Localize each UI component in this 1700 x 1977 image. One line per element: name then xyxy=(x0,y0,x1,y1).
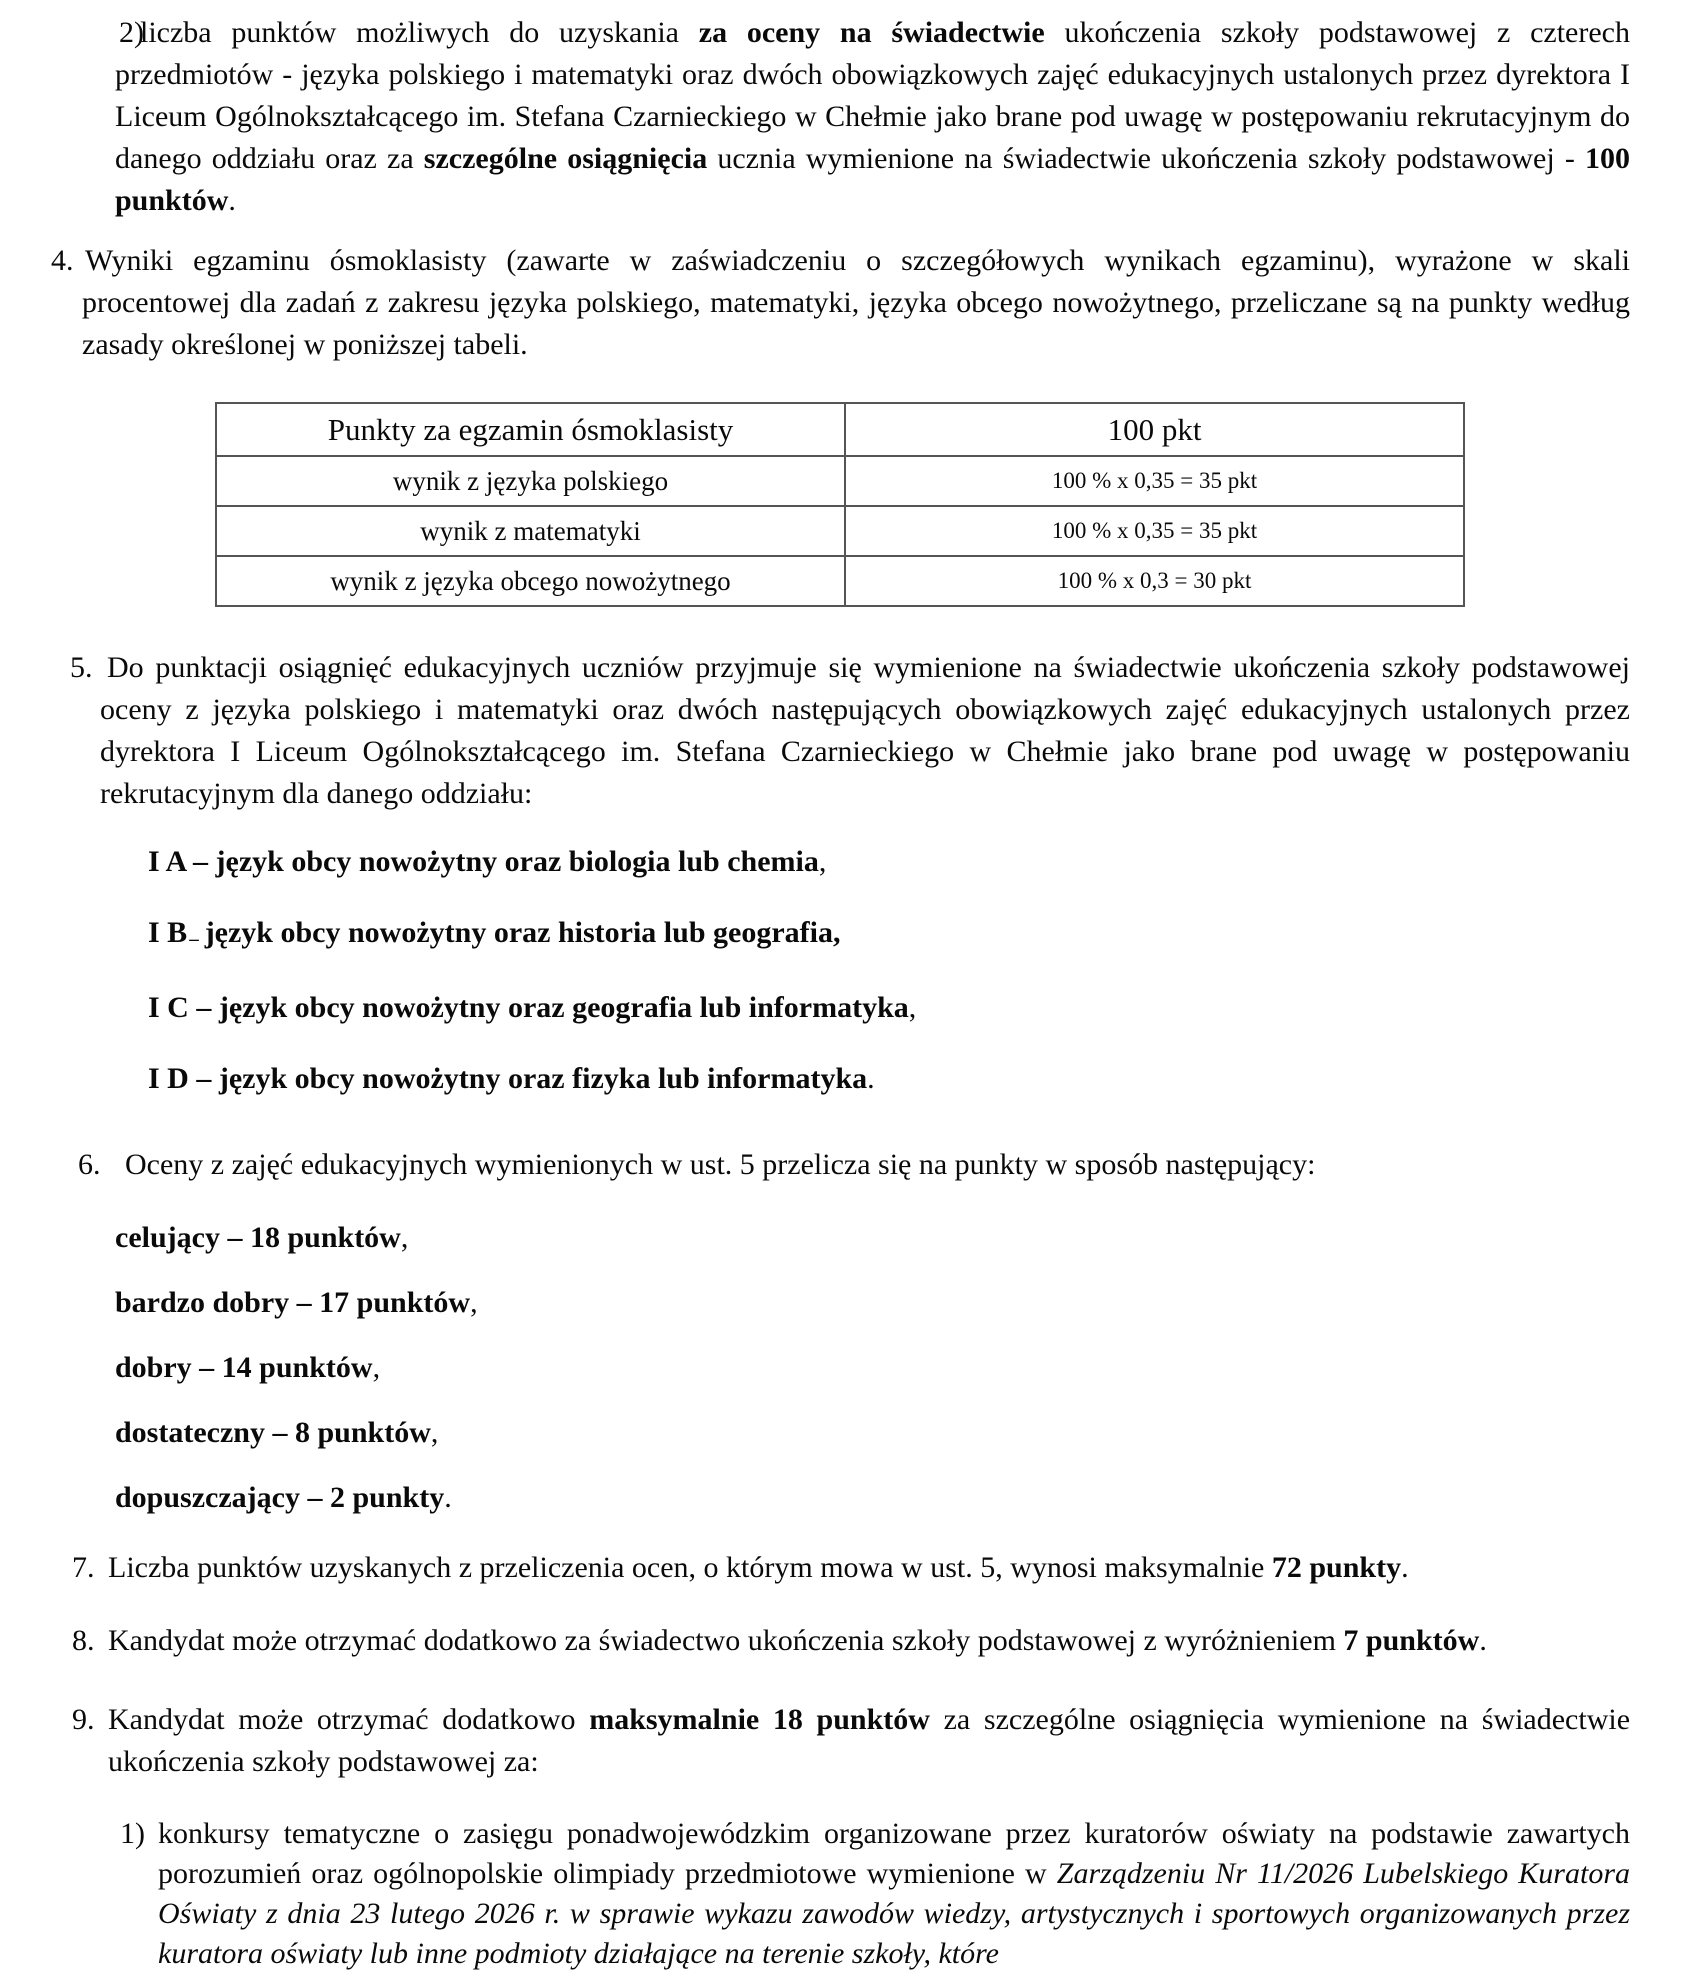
table-cell-value: 100 % x 0,35 = 35 pkt xyxy=(845,456,1464,506)
text-segment: Wyniki egzaminu ósmoklasisty (zawarte w zaświadczeniu o szczegółowych wynikach egzaminu), wyrażone w skali procentowej dla zadań z zakresu języka polskiego, matematyki, języka obcego nowożytnego, przeliczane są na punkty według zasady określonej w poniższej tabeli. xyxy=(82,244,1630,361)
text-segment: , xyxy=(908,991,917,1024)
grade-line xyxy=(115,1217,1700,1259)
bold-segment: za oceny na świadectwie xyxy=(698,16,1045,49)
class-profile-ic xyxy=(148,987,1700,1029)
grade-line xyxy=(115,1282,1700,1324)
text-segment: ucznia wymienione na świadectwie ukończenia szkoły podstawowej - xyxy=(707,142,1585,175)
grade-line xyxy=(115,1347,1700,1389)
points-table xyxy=(215,402,1465,607)
list-item-7 xyxy=(72,1547,1630,1589)
table-row xyxy=(216,456,1464,506)
class-profile-ib xyxy=(148,912,1700,958)
text-segment: , xyxy=(818,845,827,878)
list-item-8 xyxy=(72,1620,1630,1662)
bold-segment: dobry – 14 punktów xyxy=(115,1351,373,1384)
bold-segment: szczególne osiągnięcia xyxy=(423,142,708,175)
lowered-dash: – xyxy=(189,929,199,950)
list-item-5 xyxy=(70,647,1630,815)
bold-segment: dostateczny – 8 punktów xyxy=(115,1416,431,1449)
table-cell-label: wynik z matematyki xyxy=(216,506,845,556)
text-segment: . xyxy=(1401,1551,1409,1584)
text-segment: , xyxy=(470,1286,478,1319)
class-profile-id xyxy=(148,1058,1700,1100)
item-number: 1) xyxy=(120,1817,145,1850)
list-item-2 xyxy=(115,12,1630,222)
italic-segment: Zarządzeniu Nr 11/2026 Lubelskiego Kuratora Oświaty z dnia 23 lutego 2026 r. w sprawie wykazu zawodów wiedzy, artystycznych i sportowych organizowanych przez kuratora oświaty lub inne podmioty działające na terenie szkoły, które xyxy=(158,1857,1630,1970)
text-segment: Do punktacji osiągnięć edukacyjnych uczniów przyjmuje się wymienione na świadectwie ukończenia szkoły podstawowej oceny z języka polskiego i matematyki oraz dwóch następujących obowiązkowych zajęć edukacyjnych ustalonych przez dyrektora I Liceum Ogólnokształcącego im. Stefana Czarnieckiego w Chełmie jako brane pod uwagę w postępowaniu rekrutacyjnym dla danego oddziału: xyxy=(100,651,1630,810)
bold-segment: I A – język obcy nowożytny oraz biologia lub chemia xyxy=(148,845,819,878)
text-segment: , xyxy=(430,1416,439,1449)
class-profile-list xyxy=(148,841,1700,1100)
sub-item-1 xyxy=(120,1814,1630,1974)
table-cell-value: 100 % x 0,35 = 35 pkt xyxy=(845,506,1464,556)
bold-segment: 72 punkty xyxy=(1271,1551,1402,1584)
text-segment: . xyxy=(867,1062,875,1095)
item-number: 4. xyxy=(51,244,74,277)
table-header-left: Punkty za egzamin ósmoklasisty xyxy=(216,403,845,456)
text-segment: , xyxy=(372,1351,381,1384)
text-segment: . xyxy=(1479,1624,1487,1657)
table-cell-label: wynik z języka obcego nowożytnego xyxy=(216,556,845,606)
item-number: 8. xyxy=(72,1624,95,1657)
item-number: 9. xyxy=(72,1703,95,1736)
table-cell-value: 100 % x 0,3 = 30 pkt xyxy=(845,556,1464,606)
bold-segment: maksymalnie 18 punktów xyxy=(589,1703,930,1736)
text-segment: Kandydat może otrzymać dodatkowo xyxy=(108,1703,590,1736)
grade-line xyxy=(115,1412,1700,1454)
table-cell-label: wynik z języka polskiego xyxy=(216,456,845,506)
text-segment: . xyxy=(444,1481,452,1514)
bold-segment: język obcy nowożytny oraz historia lub geografia, xyxy=(204,916,841,949)
text-segment: liczba punktów możliwych do uzyskania xyxy=(140,16,699,49)
text-segment: , xyxy=(400,1221,409,1254)
item-number: 5. xyxy=(70,651,93,684)
table-row xyxy=(216,556,1464,606)
bold-segment: dopuszczający – 2 punkty xyxy=(115,1481,445,1514)
text-segment: ukończenia szkoły podstawowej z czterech przedmiotów - języka polskiego i matematyki oraz dwóch obowiązkowych zajęć edukacyjnych ustalonych przez dyrektora I Liceum Ogólnokształcącego im. Stefana Czarnieckiego w Chełmie jako brane pod uwagę w postępowaniu rekrutacyjnym do danego oddziału oraz za xyxy=(115,16,1630,175)
list-item-9 xyxy=(72,1699,1631,1783)
list-item-4 xyxy=(51,240,1630,366)
item-number: 2) xyxy=(119,16,144,49)
class-profile-ia xyxy=(148,841,1700,883)
list-item-6 xyxy=(78,1144,1630,1186)
grade-line xyxy=(115,1477,1700,1519)
bold-segment: 7 punktów xyxy=(1343,1624,1480,1657)
table-header-right: 100 pkt xyxy=(845,403,1464,456)
bold-segment: celujący – 18 punktów xyxy=(115,1221,401,1254)
grade-points-list xyxy=(115,1217,1700,1519)
table-header-row xyxy=(216,403,1464,456)
item-number: 6. xyxy=(78,1148,101,1181)
text-segment: za szczególne osiągnięcia wymienione na świadectwie ukończenia szkoły podstawowej za: xyxy=(108,1703,1631,1778)
text-segment: konkursy tematyczne o zasięgu ponadwojewódzkim organizowane przez kuratorów oświaty na podstawie zawartych porozumień oraz ogólnopolskie olimpiady przedmiotowe wymienione w xyxy=(158,1817,1630,1890)
bold-segment: I C – język obcy nowożytny oraz geografia lub informatyka xyxy=(148,991,909,1024)
table-row xyxy=(216,506,1464,556)
text-segment: Oceny z zajęć edukacyjnych wymienionych w ust. 5 przelicza się na punkty w sposób następujący: xyxy=(125,1148,1316,1181)
text-segment: Liczba punktów uzyskanych z przeliczenia ocen, o którym mowa w ust. 5, wynosi maksymalnie xyxy=(108,1551,1272,1584)
text-segment: . xyxy=(228,184,236,217)
bold-segment: bardzo dobry – 17 punktów xyxy=(115,1286,471,1319)
bold-segment: I D – język obcy nowożytny oraz fizyka lub informatyka xyxy=(148,1062,868,1095)
text-segment: Kandydat może otrzymać dodatkowo za świadectwo ukończenia szkoły podstawowej z wyróżnieniem xyxy=(108,1624,1344,1657)
item-number: 7. xyxy=(72,1551,95,1584)
bold-segment: I B xyxy=(148,916,188,949)
bold-segment: 100 punktów xyxy=(115,142,1630,217)
